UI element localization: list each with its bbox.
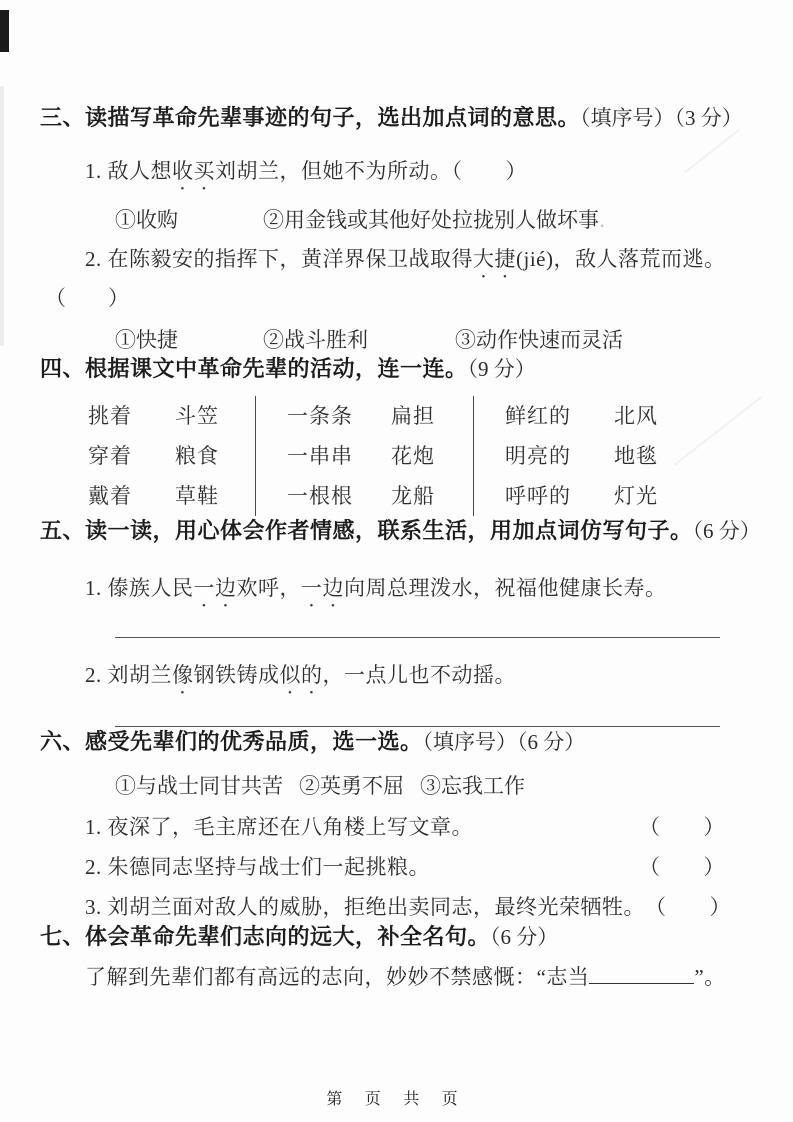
q3-item-2 [85,244,753,283]
section-5-title: 五、读一读，用心体会作者情感，联系生活，用加点词仿写句子。 [40,518,693,543]
q3-item-2-text: 2. 在陈毅安的指挥下，黄洋界保卫战取得 [85,247,473,271]
q5-item-2-text: ，一点儿也不动摇。 [322,663,516,687]
emphasized-word: 大捷 [473,247,516,271]
section-7-note: （6 分） [490,925,559,949]
q5-item-2-text: 2. 刘胡兰 [85,663,172,687]
q6-item-2-text: 2. 朱德同志坚持与战士们一起挑粮。 [85,855,430,879]
answer-parens[interactable]: （ ） [451,159,527,183]
q3-item-1 [85,156,753,195]
match-column [614,396,734,516]
section-5-note: （6 分） [692,519,761,543]
emphasized-word: 一边 [193,576,237,600]
match-cell[interactable]: 花炮 [391,444,435,468]
q3-item-2-text: (jié)，敌人落荒而逃。 [516,247,726,271]
match-cell[interactable]: 一串串 [287,444,353,468]
section-6-heading [40,727,753,757]
q3-item-1-options [115,206,753,234]
section-3-note: （填序号）（3 分） [580,106,743,130]
section-4-title: 四、根据课文中革命先辈的活动，连一连。 [40,356,468,381]
section-7 [40,922,753,992]
emphasized-word: 似的 [279,663,323,687]
q5-item-2-text: 钢铁铸成 [193,663,280,687]
q5-item-1-text: 向周总理泼水，祝福他健康长寿。 [344,576,667,600]
q6-item-3-text: 3. 刘胡兰面对敌人的威胁，拒绝出卖同志，最终光荣牺牲。 [85,895,645,919]
answer-blank-inline[interactable] [589,965,694,984]
section-4-note: （9 分） [467,357,536,381]
option-1[interactable]: ①与战士同甘共苦 [115,774,283,798]
match-column [88,396,175,516]
match-column [287,396,391,516]
match-cell[interactable]: 扁担 [391,404,435,428]
match-cell[interactable]: 草鞋 [175,484,219,508]
match-cell[interactable]: 穿着 [88,444,132,468]
match-cell[interactable]: 斗笠 [175,404,219,428]
option-1[interactable]: ①收购 [115,208,178,232]
section-6 [40,727,753,922]
section-7-title: 七、体会革命先辈们志向的远大，补全名句。 [40,924,491,949]
match-cell[interactable]: 挑着 [88,404,132,428]
section-5-heading [40,516,761,546]
q6-item-3 [85,892,731,922]
match-cell[interactable]: 一根根 [287,484,353,508]
answer-parens[interactable]: （ ） [645,895,731,919]
match-column [391,396,473,516]
match-column [175,396,255,516]
q5-item-2 [85,660,753,699]
section-3-heading [40,103,753,133]
q5-item-1 [85,573,753,612]
matching-table [88,396,753,516]
q6-options [115,772,753,800]
match-cell[interactable]: 鲜红的 [505,404,571,428]
match-cell[interactable]: 北风 [614,404,658,428]
match-cell[interactable]: 呼呼的 [505,484,571,508]
match-cell[interactable]: 戴着 [88,484,132,508]
q5-item-1-text: 1. 傣族人民 [85,576,194,600]
match-column [505,396,614,516]
q6-item-2 [85,852,725,882]
match-group-1 [88,396,255,516]
section-5 [40,516,761,727]
emphasized-word: 收买 [172,159,215,183]
match-group-3 [473,396,734,516]
answer-blank-line[interactable] [115,637,720,638]
match-group-2 [255,396,473,516]
answer-parens[interactable]: （ ） [45,286,129,310]
match-cell[interactable]: 地毯 [614,444,658,468]
option-3[interactable]: ③忘我工作 [420,774,525,798]
q5-item-1-text: 欢呼， [236,576,301,600]
scan-artifact-dot: ． [599,208,620,232]
option-2[interactable]: ②英勇不屈 [299,774,404,798]
q7-sentence-text: 了解到先辈们都有高远的志向，妙妙不禁感慨：“志当 [85,965,590,989]
q6-item-1-text: 1. 夜深了，毛主席还在八角楼上写文章。 [85,815,473,839]
match-cell[interactable]: 一条条 [287,404,353,428]
emphasized-word: 一边 [301,576,344,600]
section-7-heading [40,922,753,952]
section-4-heading [40,354,753,384]
section-4 [40,354,753,516]
section-3-title: 三、读描写革命先辈事迹的句子，选出加点词的意思。 [40,105,581,130]
q3-item-1-text: 刘胡兰，但她不为所动。 [215,159,452,183]
section-3 [40,103,753,354]
answer-parens[interactable]: （ ） [639,815,725,839]
match-cell[interactable]: 明亮的 [505,444,571,468]
section-6-note: （填序号）（6 分） [422,730,586,754]
match-cell[interactable]: 灯光 [614,484,658,508]
option-2[interactable]: ②战斗胜利 [263,328,368,352]
answer-parens[interactable]: （ ） [639,855,725,879]
q7-sentence-text: ”。 [694,965,726,989]
q6-item-1 [85,812,725,842]
option-3[interactable]: ③动作快速而灵活 [455,328,623,352]
q3-item-1-text: 1. 敌人想 [85,159,172,183]
option-2[interactable]: ②用金钱或其他好处拉拢别人做坏事 [263,208,599,232]
match-cell[interactable]: 龙船 [391,484,435,508]
q7-sentence [85,962,753,992]
emphasized-word: 像 [172,663,194,687]
page-footer: 第 页 共 页 [326,1091,467,1108]
scan-artifact-corner [0,10,9,52]
option-1[interactable]: ①快捷 [115,328,178,352]
scan-edge-shade [0,86,4,346]
match-cell[interactable]: 粮食 [175,444,219,468]
q3-item-2-options [115,326,753,354]
section-6-title: 六、感受先辈们的优秀品质，选一选。 [40,729,423,754]
